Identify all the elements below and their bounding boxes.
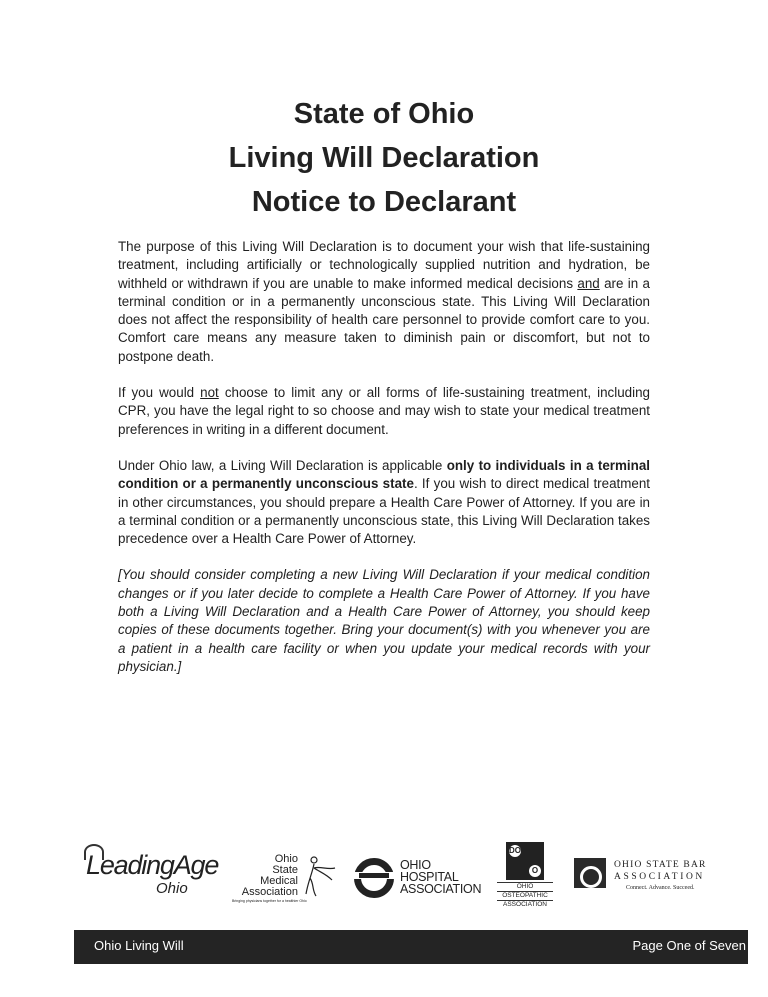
paragraph-purpose: The purpose of this Living Will Declaration is to document your wish that life-sustaining treatment, including artificially or technologically supplied nutrition and hydration, be withheld or withdrawn if you are unable to make informed medical decisions and are in a terminal condition or in a permanently unconscious state. This Living Will Declaration does not affect the responsibility of health care personnel to provide comfort care to you. Comfort care means any measure taken to diminish pain or discomfort, but not to postpone death.	[118, 239, 650, 364]
column-emblem-icon	[574, 858, 606, 888]
osteopathic-emblem-icon: DO O	[506, 842, 544, 880]
title-line-1: State of Ohio	[293, 98, 475, 130]
document-title	[0, 92, 768, 224]
ohio-state-bar-association-logo: OHIO STATE BAR ASSOCIATION Connect. Advance. Succeed.	[574, 856, 724, 896]
caduceus-figure-icon	[302, 854, 338, 898]
ohio-osteopathic-association-logo: DO O OHIO OSTEOPATHIC ASSOCIATION	[497, 842, 553, 912]
title-line-3: Notice to Declarant	[251, 186, 517, 218]
notice-body	[118, 238, 650, 694]
paragraph-advice: [You should consider completing a new Living Will Declaration if your medical condition changes or if you later decide to complete a Health Care Power of Attorney. If you have both a Living Will Declaration and a Health Care Power of Attorney, you should keep copies of these documents together. Bring your document(s) with you whenever you are a patient in a health care facility or when you update your medical records with your physician.]	[118, 567, 650, 674]
paragraph-right-to-choose: If you would not choose to limit any or all forms of life-sustaining treatment, including CPR, you have the legal right to so choose and may wish to state your medical treatment preferences in writing in a different document.	[118, 385, 650, 437]
sponsor-logos	[0, 840, 768, 915]
ohio-state-medical-association-logo: Ohio State Medical Association Bringing physicians together for a healthier Ohio	[232, 854, 342, 904]
ohio-hospital-association-logo: OHIO HOSPITAL ASSOCIATION	[354, 856, 484, 901]
title-line-2: Living Will Declaration	[228, 142, 540, 174]
page-footer	[74, 930, 748, 964]
paragraph-ohio-law: Under Ohio law, a Living Will Declaration is applicable only to individuals in a terminal condition or a permanently unconscious state. If you wish to direct medical treatment in other circumstances, you should prepare a Health Care Power of Attorney. If you are in a terminal condition or a permanently unconscious state, this Living Will Declaration takes precedence over a Health Care Power of Attorney.	[118, 457, 651, 547]
footer-page-number: Page One of Seven	[632, 938, 746, 953]
heart-icon	[84, 844, 104, 860]
footer-document-name: Ohio Living Will	[94, 938, 184, 953]
leadingage-ohio-logo: LeadingAge Ohio	[86, 850, 211, 905]
